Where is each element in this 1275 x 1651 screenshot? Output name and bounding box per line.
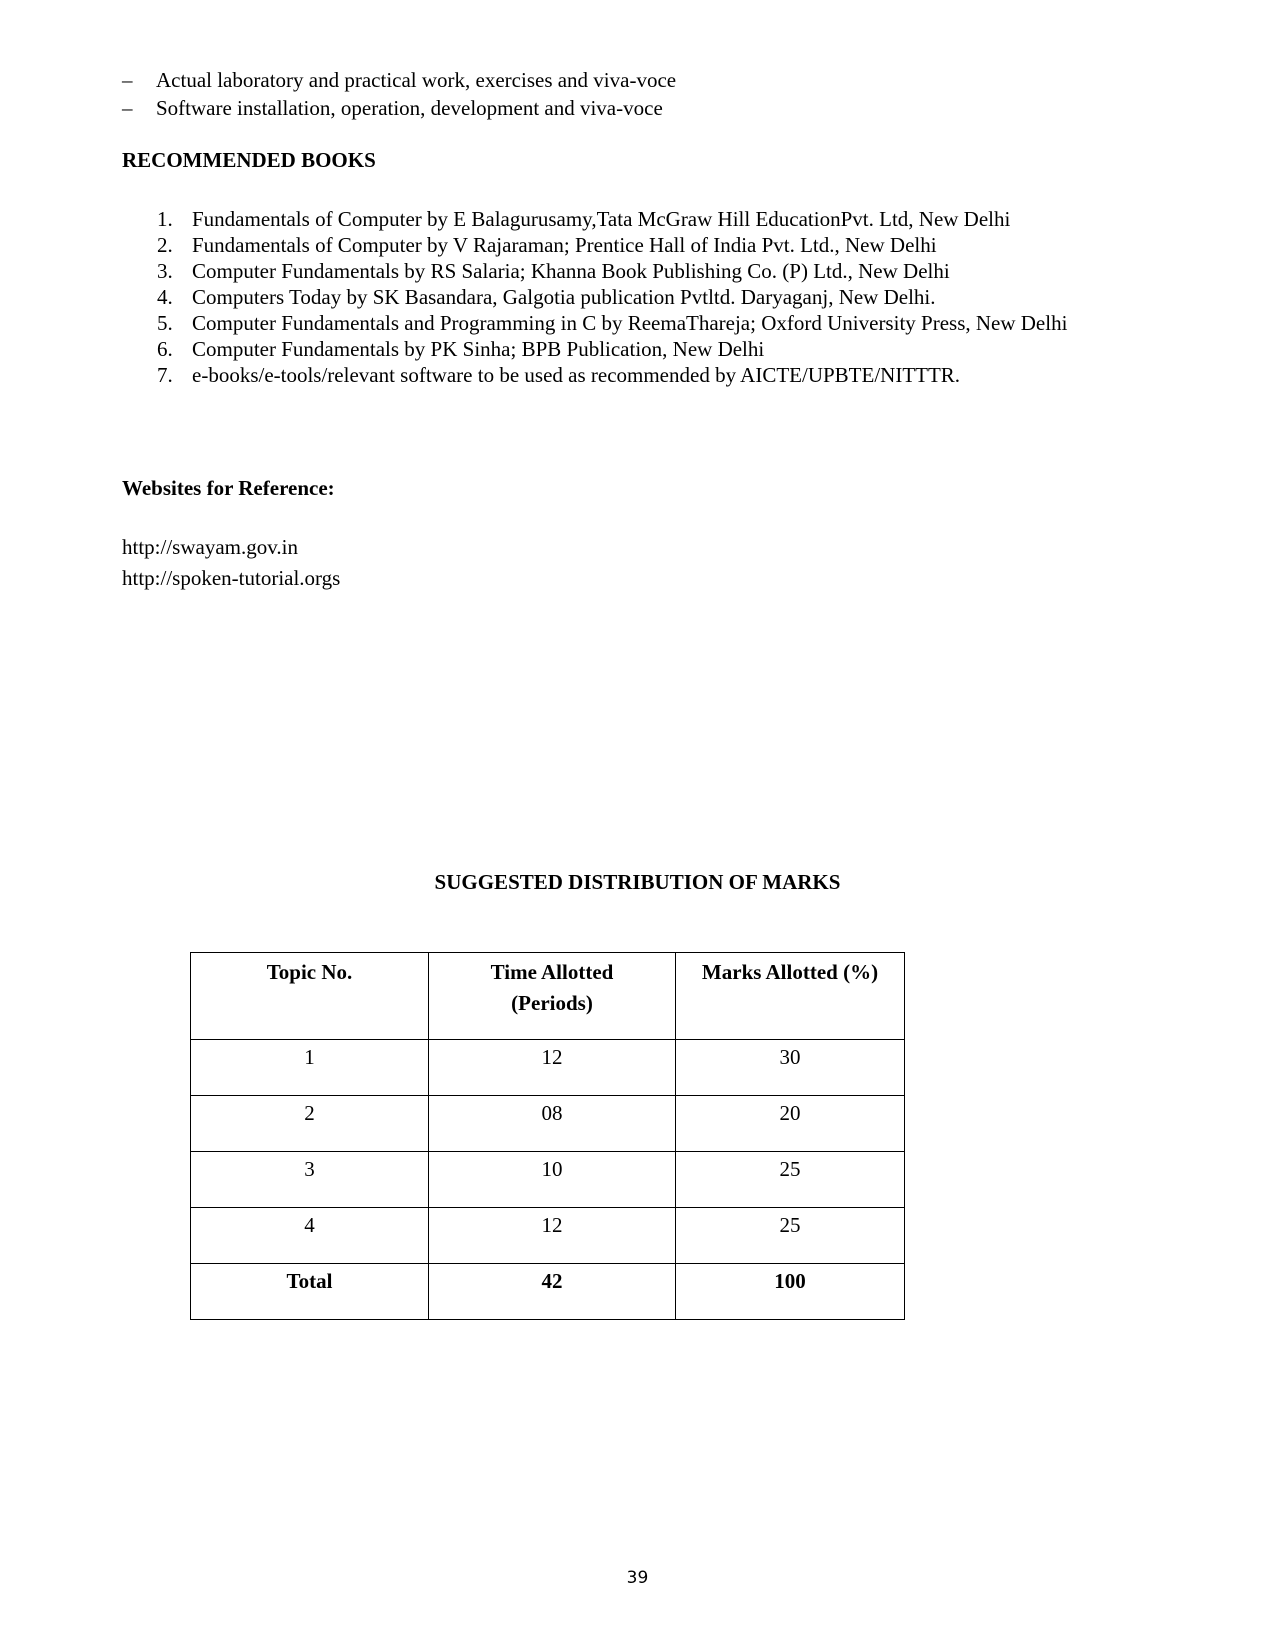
book-text: Computer Fundamentals by RS Salaria; Khanna Book Publishing Co. (P) Ltd., New Delhi [192, 259, 950, 283]
book-number: 6. [157, 337, 173, 361]
recommended-books-list [122, 206, 1122, 388]
book-text: Computers Today by SK Basandara, Galgotia publication Pvtltd. Daryaganj, New Delhi. [192, 285, 936, 309]
list-item [122, 66, 676, 94]
book-item [122, 206, 1122, 232]
cell-topic: 3 [191, 1152, 429, 1208]
book-text: Fundamentals of Computer by V Rajaraman; Prentice Hall of India Pvt. Ltd., New Delhi [192, 233, 937, 257]
cell-time: 12 [429, 1208, 676, 1264]
cell-time: 10 [429, 1152, 676, 1208]
list-item [122, 94, 676, 122]
table-total-row [191, 1264, 905, 1320]
header-topic-no: Topic No. [191, 953, 429, 1040]
cell-marks: 20 [676, 1096, 905, 1152]
cell-time: 08 [429, 1096, 676, 1152]
website-link: http://spoken-tutorial.orgs [122, 566, 341, 590]
dash-bullet: – [122, 96, 133, 120]
book-text: Computer Fundamentals and Programming in C by ReemaThareja; Oxford University Press, New Delhi [192, 311, 1068, 335]
book-number: 5. [157, 311, 173, 335]
book-text: Fundamentals of Computer by E Balagurusamy,Tata McGraw Hill EducationPvt. Ltd, New Delhi [192, 207, 1011, 231]
book-number: 2. [157, 233, 173, 257]
header-time-allotted-text: Time Allotted (Periods) [490, 960, 614, 1015]
list-item-text: Actual laboratory and practical work, exercises and viva-voce [156, 68, 677, 92]
cell-total-marks: 100 [676, 1264, 905, 1320]
dash-bullet: – [122, 68, 133, 92]
cell-topic: 2 [191, 1096, 429, 1152]
book-item [122, 258, 1122, 284]
book-number: 1. [157, 207, 173, 231]
book-item [122, 310, 1122, 336]
cell-marks: 25 [676, 1208, 905, 1264]
websites-heading: Websites for Reference: [122, 476, 335, 500]
book-text: Computer Fundamentals by PK Sinha; BPB Publication, New Delhi [192, 337, 765, 361]
book-number: 7. [157, 363, 173, 387]
book-item [122, 336, 1122, 362]
recommended-books-heading: RECOMMENDED BOOKS [122, 148, 376, 172]
cell-time: 12 [429, 1040, 676, 1096]
cell-topic: 1 [191, 1040, 429, 1096]
header-marks-allotted: Marks Allotted (%) [676, 953, 905, 1040]
assessment-dash-list [122, 66, 676, 122]
header-time-allotted [429, 953, 676, 1040]
table-row [191, 1152, 905, 1208]
page-number: 39 [626, 1568, 649, 1588]
book-item [122, 232, 1122, 258]
cell-topic: 4 [191, 1208, 429, 1264]
table-row [191, 1040, 905, 1096]
cell-total-time: 42 [429, 1264, 676, 1320]
marks-distribution-heading: SUGGESTED DISTRIBUTION OF MARKS [434, 870, 841, 894]
book-item [122, 362, 1092, 388]
table-header-row [191, 953, 905, 1040]
book-item [122, 284, 1122, 310]
book-number: 4. [157, 285, 173, 309]
website-links [122, 532, 340, 594]
marks-distribution-table [190, 952, 905, 1320]
book-number: 3. [157, 259, 173, 283]
cell-marks: 25 [676, 1152, 905, 1208]
website-link: http://swayam.gov.in [122, 535, 298, 559]
cell-total-label: Total [191, 1264, 429, 1320]
cell-marks: 30 [676, 1040, 905, 1096]
table-row [191, 1096, 905, 1152]
book-text: e-books/e-tools/relevant software to be used as recommended by AICTE/UPBTE/NITTTR. [192, 363, 961, 387]
list-item-text: Software installation, operation, development and viva-voce [156, 96, 663, 120]
table-row [191, 1208, 905, 1264]
